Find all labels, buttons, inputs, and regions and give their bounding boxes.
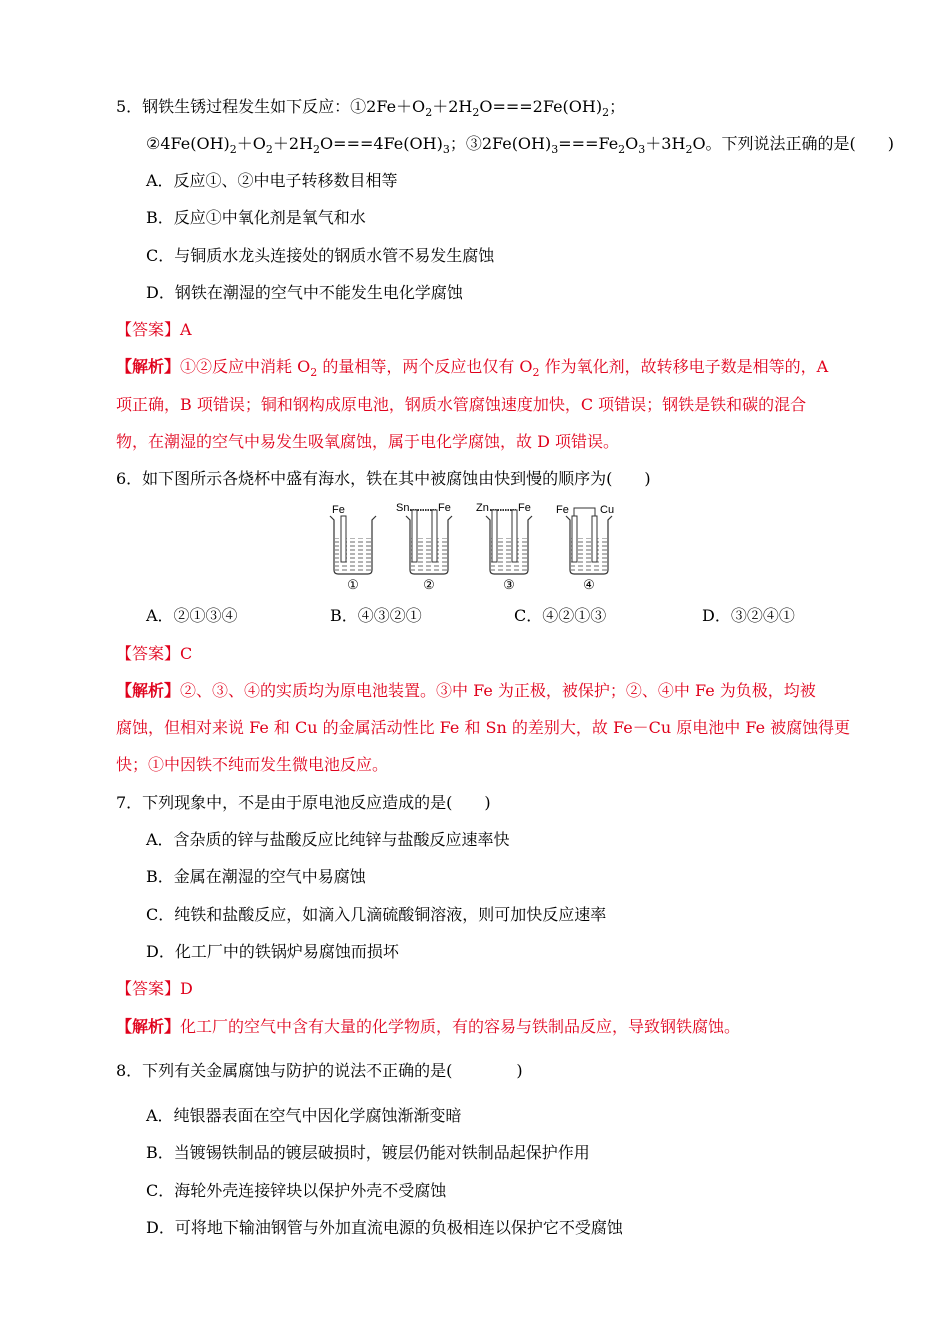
q5-option-b: B．反应①中氧化剂是氧气和水: [146, 208, 366, 227]
beaker-3-number: ③: [503, 577, 515, 592]
q6-option-b: B．④③②①: [330, 606, 422, 625]
q8-stem: 8．下列有关金属腐蚀与防护的说法不正确的是( ): [116, 1061, 523, 1080]
q6-option-d: D．③②④①: [702, 606, 795, 625]
q5-stem-line2: $②4Fe(OH)_2+O_2+2H_2O===4Fe(OH)_3$；$③2Fe(OH)_3===Fe_2O_3+3H_2O$。下列说法正确的是( ): [146, 134, 895, 157]
q7-answer: 【答案】D: [116, 979, 193, 998]
q6-answer: 【答案】C: [116, 644, 193, 663]
q7-option-a: A．含杂质的锌与盐酸反应比纯锌与盐酸反应速率快: [146, 830, 510, 849]
q7-analysis: 【解析】化工厂的空气中含有大量的化学物质，有的容易与铁制品反应，导致钢铁腐蚀。: [116, 1017, 741, 1036]
beaker-2-number: ②: [423, 577, 435, 592]
q6-analysis-line3: 快；①中因铁不纯而发生微电池反应。: [116, 755, 389, 774]
q5-answer: 【答案】A: [116, 320, 192, 339]
q5-option-d: D．钢铁在潮湿的空气中不能发生电化学腐蚀: [146, 283, 463, 302]
beaker-3-label-fe: Fe: [518, 502, 531, 514]
beaker-4-label-fe: Fe: [556, 504, 569, 516]
q5-analysis-line1: 【解析】①②反应中消耗 $O_2$ 的量相等，两个反应也仅有 $O_2$ 作为氧化剂，故转移电子数是相等的，A: [116, 357, 829, 380]
q7-option-d: D．化工厂中的铁锅炉易腐蚀而损坏: [146, 942, 399, 961]
beaker-1: [330, 504, 376, 592]
q5-analysis-line2: 项正确，B 项错误；铜和钢构成原电池，钢质水管腐蚀速度加快，C 项错误；钢铁是铁和碳的混合: [116, 395, 807, 414]
beaker-4: [556, 504, 614, 592]
q6-analysis-line1: 【解析】②、③、④的实质均为原电池装置。③中 Fe 为正极，被保护；②、④中 Fe 为负极，均被: [116, 681, 816, 700]
q7-option-b: B．金属在潮湿的空气中易腐蚀: [146, 867, 366, 886]
q5-analysis-line3: 物，在潮湿的空气中易发生吸氧腐蚀，属于电化学腐蚀，故 D 项错误。: [116, 432, 620, 451]
beaker-1-number: ①: [347, 577, 359, 592]
q5-stem-line1: 5．钢铁生锈过程发生如下反应：$①2Fe+O_2+2H_2O===2Fe(OH)_2$；: [116, 97, 626, 120]
q8-option-c: C．海轮外壳连接锌块以保护外壳不受腐蚀: [146, 1181, 447, 1200]
beaker-1-label-fe: Fe: [332, 504, 345, 516]
q7-stem: 7．下列现象中，不是由于原电池反应造成的是( ): [116, 793, 491, 812]
q7-option-c: C．纯铁和盐酸反应，如滴入几滴硫酸铜溶液，则可加快反应速率: [146, 905, 607, 924]
q5-option-a: A．反应①、②中电子转移数目相等: [146, 171, 398, 190]
q8-option-a: A．纯银器表面在空气中因化学腐蚀渐渐变暗: [146, 1106, 462, 1125]
beaker-4-number: ④: [583, 577, 595, 592]
q8-option-b: B．当镀锡铁制品的镀层破损时，镀层仍能对铁制品起保护作用: [146, 1143, 590, 1162]
q6-stem: 6．如下图所示各烧杯中盛有海水，铁在其中被腐蚀由快到慢的顺序为( ): [116, 469, 651, 488]
beaker-3-label-zn: Zn: [476, 502, 489, 514]
beaker-3: [476, 502, 532, 592]
q5-option-c: C．与铜质水龙头连接处的钢质水管不易发生腐蚀: [146, 246, 495, 265]
beaker-2-label-sn: Sn: [396, 502, 410, 514]
beaker-2: [396, 502, 452, 592]
q6-analysis-line2: 腐蚀，但相对来说 Fe 和 Cu 的金属活动性比 Fe 和 Sn 的差别大，故 Fe－Cu 原电池中 Fe 被腐蚀得更: [116, 718, 851, 737]
q6-option-c: C．④②①③: [514, 606, 607, 625]
q6-option-a: A．②①③④: [146, 606, 238, 625]
beaker-figure: [326, 500, 626, 592]
beaker-2-label-fe: Fe: [438, 502, 451, 514]
beaker-4-label-cu: Cu: [600, 504, 615, 516]
q8-option-d: D．可将地下输油钢管与外加直流电源的负极相连以保护它不受腐蚀: [146, 1218, 623, 1237]
